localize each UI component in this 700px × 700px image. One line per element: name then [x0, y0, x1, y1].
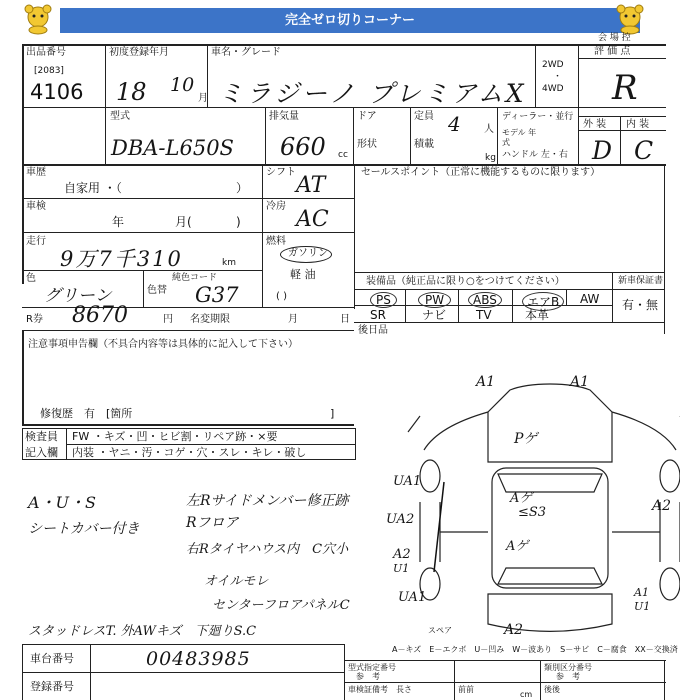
- int-grade: C: [634, 136, 654, 165]
- sales-label: セールスポイント（正常に機能するものに限ります）: [361, 167, 601, 178]
- mascot-icon: [612, 3, 648, 35]
- length-label: 長さ: [396, 685, 412, 694]
- color-change-label: 色替: [147, 285, 167, 296]
- cap-value: 4: [448, 112, 461, 136]
- option-aw: AW: [580, 292, 600, 306]
- disp-value: 660: [280, 133, 326, 161]
- ac-label: 冷房: [266, 201, 286, 212]
- remark-right-1: 左Rサイドメンバー修正跡: [186, 493, 349, 509]
- shift-label: シフト: [266, 167, 296, 178]
- use-label: 車歴: [26, 167, 46, 178]
- dmg-a2-right: A2: [652, 498, 672, 514]
- recycle-value: 8670: [72, 303, 128, 328]
- remark-right-5: センターフロアパネルC: [212, 598, 350, 613]
- remark-right-3: 右Rタイヤハウス内 C穴小: [186, 542, 349, 557]
- dmg-a2-bottom: A2: [504, 622, 524, 638]
- chassis-number: 00483985: [146, 648, 251, 670]
- dmg-ua1-rear-left: UA1: [398, 590, 427, 605]
- dmg-ua1-front-left: UA1: [393, 474, 422, 489]
- option-pw: PW: [418, 292, 451, 308]
- mascot-icon: [20, 3, 56, 35]
- load-label: 積載: [414, 139, 434, 150]
- option-navi: ナビ: [422, 308, 447, 322]
- notes-label: 注意事項申告欄（不具合内容等は具体的に記入して下さい）: [28, 339, 298, 350]
- fuel-gas: ガソリン: [288, 248, 328, 259]
- dmg-a1-rear-right: A1: [634, 586, 649, 599]
- venue-corner-label: 会 場 控: [598, 33, 631, 43]
- type-label: 型式指定番号: [348, 663, 396, 672]
- dmg-a1-right: A1: [570, 374, 590, 390]
- lot-number: 4106: [30, 80, 84, 104]
- dmg-trunk: Aゲ: [506, 539, 529, 554]
- car-name: ミラジーノ プレミアムX: [218, 79, 527, 108]
- remark-right-4: オイルモレ: [204, 574, 269, 589]
- dealer-label: ディーラー・並行: [502, 112, 574, 122]
- dereg-label: 名変期限: [190, 314, 230, 325]
- warranty-value: 有・無: [622, 298, 659, 312]
- model-year-label: モデル 年式: [502, 128, 537, 147]
- cap-label: 定員: [414, 111, 434, 122]
- lot-sub: [2083]: [34, 66, 64, 76]
- handle-label: ハンドル 左・右: [502, 150, 568, 160]
- eval-score: R: [612, 68, 638, 108]
- ext-label: 外 装: [583, 119, 607, 130]
- option-airbag: エアB: [522, 292, 564, 311]
- option-tv: TV: [476, 308, 492, 322]
- first-reg-label: 初度登録年月: [109, 47, 169, 58]
- fuel-label: 燃料: [266, 236, 286, 247]
- mileage-value: 9万7千310: [60, 247, 183, 271]
- dmg-a1-left: A1: [476, 374, 496, 390]
- dmg-a2-left: A2: [393, 547, 411, 562]
- ext-grade: D: [592, 136, 613, 165]
- color-code-value: G37: [195, 283, 239, 307]
- disp-label: 排気量: [269, 111, 299, 122]
- category-label: 類別区分番号: [544, 663, 592, 672]
- dmg-u1-left: U1: [393, 562, 410, 575]
- reg-year: 18: [116, 78, 147, 106]
- plate-label: 登録番号: [30, 680, 74, 693]
- remark-left-2: シートカバー付き: [28, 521, 140, 537]
- color-code-label: 純色コード: [172, 273, 218, 283]
- color-label: 色: [26, 273, 36, 284]
- name-label: 車名・グレード: [211, 47, 281, 58]
- dmg-ua2-left: UA2: [386, 512, 415, 527]
- chassis-label: 車台番号: [30, 652, 74, 665]
- door-label: ドア: [357, 111, 377, 122]
- dmg-roof: Aゲ: [510, 491, 533, 506]
- repair-history: 修復歴 有 [箇所: [40, 407, 133, 420]
- option-ps: PS: [370, 292, 397, 308]
- inspector-label: 検査員: [25, 430, 58, 443]
- spare-label: スペア: [428, 626, 452, 635]
- mileage-label: 走行: [26, 236, 46, 247]
- warranty-label: 新車保証書: [618, 276, 664, 286]
- wd-2: 2WD: [542, 60, 564, 70]
- lot-label: 出品番号: [26, 47, 66, 58]
- month-unit: 月: [198, 93, 208, 104]
- reg-month: 10: [170, 74, 195, 96]
- options-label: 装備品（純正品に限り○をつけてください）: [366, 276, 565, 287]
- option-leather: 本革: [525, 308, 550, 322]
- dmg-u1-rear-right: U1: [634, 600, 651, 613]
- shape-label: 形状: [357, 139, 377, 150]
- damage-legend: A－キズ E－エクボ U－凹み W－波あり S－サビ C－腐食 XX－交換済: [392, 645, 678, 654]
- remark-bottom: スタッドレスT. 外AWキズ 下廻りS.C: [28, 624, 257, 639]
- remark-left-1: A・U・S: [28, 493, 97, 512]
- shift-value: AT: [296, 173, 326, 198]
- dmg-hood: Pゲ: [514, 431, 538, 447]
- wd-4: 4WD: [542, 84, 564, 94]
- inspector-row-2: 内装 ・ヤニ・汚・コゲ・穴・スレ・キレ・破し: [72, 446, 307, 459]
- inspector-row-1: FW ・キズ・凹・ヒビ割・リペア跡・×要: [72, 430, 278, 443]
- page-title: 完全ゼロ切りコーナー: [60, 8, 640, 33]
- inspect-label: 車検: [26, 201, 46, 212]
- remark-right-2: Rフロア: [186, 515, 239, 531]
- option-sr: SR: [370, 308, 386, 322]
- fuel-diesel: 軽 油: [290, 268, 316, 281]
- cert-label: 車検証備考: [348, 685, 388, 694]
- model-label: 型式: [110, 111, 130, 122]
- option-abs: ABS: [468, 292, 502, 308]
- color-value: グリーン: [44, 286, 112, 306]
- inspector-label-2: 記入欄: [25, 446, 58, 459]
- recycle-label: R券: [26, 314, 43, 325]
- eval-label: 評 価 点: [594, 46, 631, 57]
- dmg-roof-2: ≤S3: [518, 505, 547, 520]
- use-value: 自家用 ・（: [64, 181, 122, 195]
- int-label: 内 装: [626, 119, 650, 130]
- model-value: DBA-L650S: [111, 136, 234, 160]
- later-items-label: 後日品: [358, 325, 388, 336]
- ac-value: AC: [296, 207, 329, 232]
